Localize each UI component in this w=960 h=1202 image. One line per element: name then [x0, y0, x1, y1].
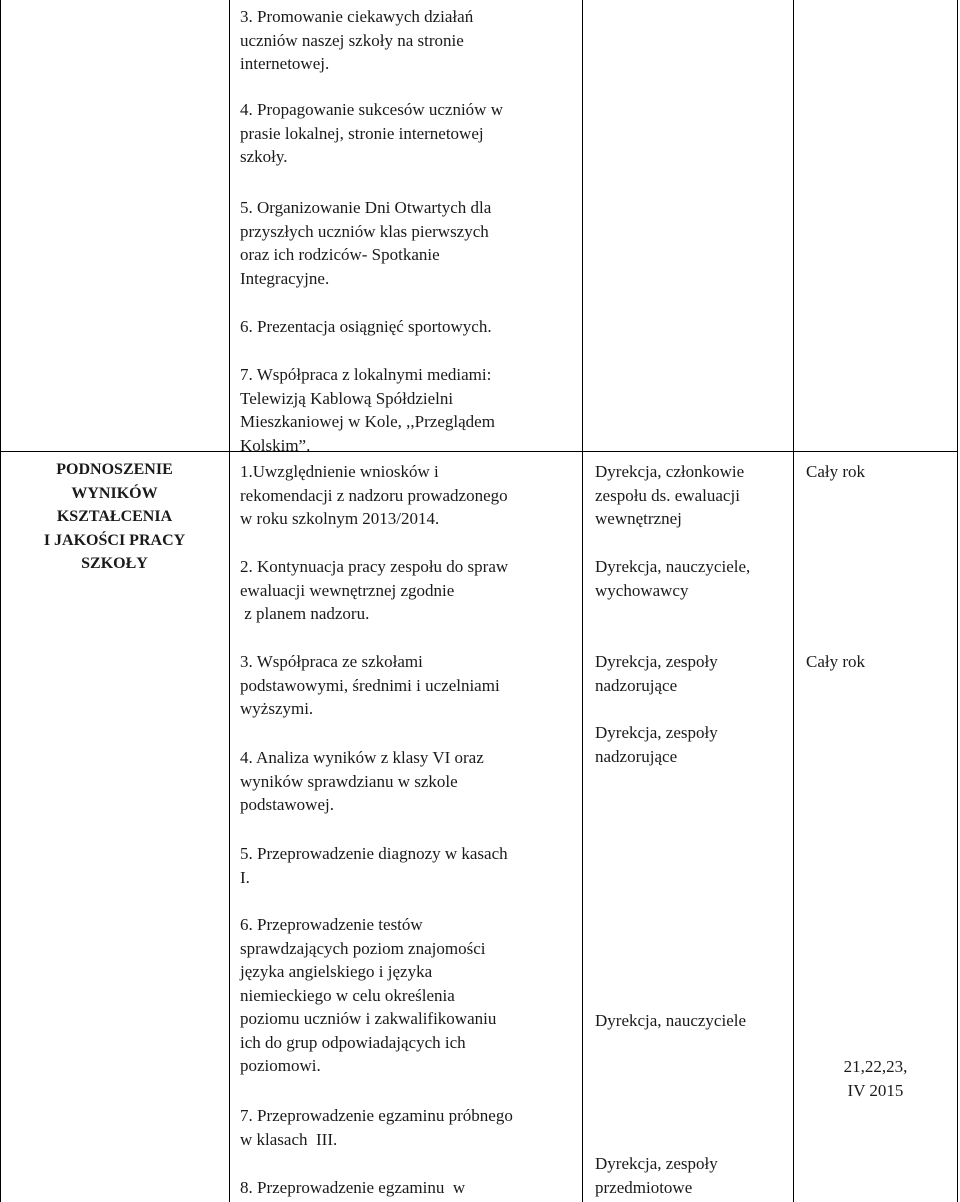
task-line: Integracyjne.	[240, 268, 330, 288]
task-line: rekomendacji z nadzoru prowadzonego	[240, 485, 508, 505]
section-label-line: WYNIKÓW	[71, 484, 158, 502]
task-line: w roku szkolnym 2013/2014.	[240, 509, 440, 528]
responsible-line: Dyrekcja, zespoły	[595, 652, 718, 671]
task-line: 4. Analiza wyników z klasy VI oraz	[240, 748, 484, 767]
task-line: ewaluacji wewnętrznej zgodnie	[240, 580, 455, 600]
section-label	[0, 458, 229, 576]
section-label-line: I JAKOŚCI PRACY	[43, 531, 186, 549]
responsible-6	[595, 1152, 718, 1199]
task-3	[240, 650, 500, 721]
deadline-line: 21,22,23,	[843, 1057, 908, 1076]
task-line: 6. Przeprowadzenie testów	[240, 915, 423, 934]
responsible-line: nadzorujące	[595, 746, 678, 766]
responsible-line: przedmiotowe	[595, 1177, 693, 1197]
responsible-line: wewnętrznej	[595, 509, 682, 528]
responsible-line: zespołu ds. ewaluacji	[595, 485, 740, 505]
section-label-line: KSZTAŁCENIA	[56, 508, 173, 525]
responsible-4	[595, 721, 718, 768]
responsible-line: Dyrekcja, nauczyciele,	[595, 557, 751, 576]
task-line: 1.Uwzględnienie wniosków i	[240, 462, 439, 481]
task-4	[240, 746, 484, 817]
task-6	[240, 913, 496, 1078]
task-line: z planem nadzoru.	[240, 604, 370, 623]
task-line: Telewizją Kablową Spółdzielni	[240, 388, 454, 408]
task-line: 5. Przeprowadzenie diagnozy w kasach	[240, 844, 508, 863]
table-divider-3	[793, 0, 794, 1202]
responsible-3	[595, 650, 718, 697]
responsible-5	[595, 1009, 746, 1033]
responsible-line: Dyrekcja, zespoły	[595, 1154, 718, 1173]
task-line: ich do grup odpowiadających ich	[240, 1032, 466, 1052]
task-line: Mieszkaniowej w Kole, ,,Przeglądem	[240, 412, 495, 431]
task-line: podstawowej.	[240, 795, 334, 814]
task-line: 5. Organizowanie Dni Otwartych dla	[240, 198, 492, 217]
section-label-line: SZKOŁY	[81, 555, 148, 572]
task-line: niemieckiego w celu określenia	[240, 985, 455, 1005]
responsible-line: Dyrekcja, nauczyciele	[595, 1011, 747, 1030]
task-5	[240, 842, 508, 889]
deadline-1	[806, 460, 865, 484]
responsible-line: nadzorujące	[595, 675, 678, 695]
task-line: wyników sprawdzianu w szkole	[240, 771, 458, 791]
task-line: Kolskim”.	[240, 435, 311, 455]
task-line: podstawowymi, średnimi i uczelniami	[240, 675, 500, 695]
task-line: poziomu uczniów i zakwalifikowaniu	[240, 1009, 497, 1028]
prev-task-3	[240, 5, 473, 76]
prev-task-7	[240, 363, 495, 457]
prev-task-4	[240, 98, 503, 169]
deadline-2	[806, 650, 865, 674]
task-line: poziomowi.	[240, 1056, 321, 1075]
task-line: 3. Współpraca ze szkołami	[240, 652, 423, 671]
deadline-line: IV 2015	[847, 1080, 904, 1100]
task-line: 8. Przeprowadzenie egzaminu w	[240, 1178, 466, 1197]
task-line: wyższymi.	[240, 699, 314, 718]
responsible-line: wychowawcy	[595, 580, 689, 600]
task-line: 6. Prezentacja osiągnięć sportowych.	[240, 317, 492, 336]
responsible-line: Dyrekcja, zespoły	[595, 723, 718, 742]
deadline-line: Cały rok	[806, 652, 866, 671]
task-2	[240, 555, 508, 626]
table-divider-1	[229, 0, 230, 1202]
task-line: 7. Współpraca z lokalnymi mediami:	[240, 365, 492, 384]
task-line: oraz ich rodziców- Spotkanie	[240, 245, 440, 264]
task-line: prasie lokalnej, stronie internetowej	[240, 123, 484, 143]
task-line: w klasach III.	[240, 1129, 338, 1149]
table-border-right	[957, 0, 958, 1202]
prev-task-6	[240, 315, 492, 339]
responsible-2	[595, 555, 750, 602]
task-line: sprawdzających poziom znajomości	[240, 938, 486, 958]
task-line: 2. Kontynuacja pracy zespołu do spraw	[240, 557, 509, 576]
task-line: uczniów naszej szkoły na stronie	[240, 30, 464, 50]
table-border-left	[0, 0, 1, 1202]
deadline-3	[794, 1055, 957, 1102]
responsible-line: Dyrekcja, członkowie	[595, 462, 745, 481]
task-1	[240, 460, 508, 531]
task-line: 7. Przeprowadzenie egzaminu próbnego	[240, 1106, 513, 1125]
task-line: internetowej.	[240, 54, 330, 73]
task-8	[240, 1176, 465, 1200]
task-line: szkoły.	[240, 147, 288, 166]
task-line: języka angielskiego i języka	[240, 962, 433, 981]
task-line: I.	[240, 867, 250, 887]
prev-task-5	[240, 196, 491, 290]
deadline-line: Cały rok	[806, 462, 866, 481]
task-line: 3. Promowanie ciekawych działań	[240, 7, 474, 26]
task-line: 4. Propagowanie sukcesów uczniów w	[240, 100, 503, 119]
task-7	[240, 1104, 513, 1151]
task-line: przyszłych uczniów klas pierwszych	[240, 221, 489, 241]
responsible-1	[595, 460, 744, 531]
section-label-line: PODNOSZENIE	[56, 461, 173, 478]
table-divider-2	[582, 0, 583, 1202]
